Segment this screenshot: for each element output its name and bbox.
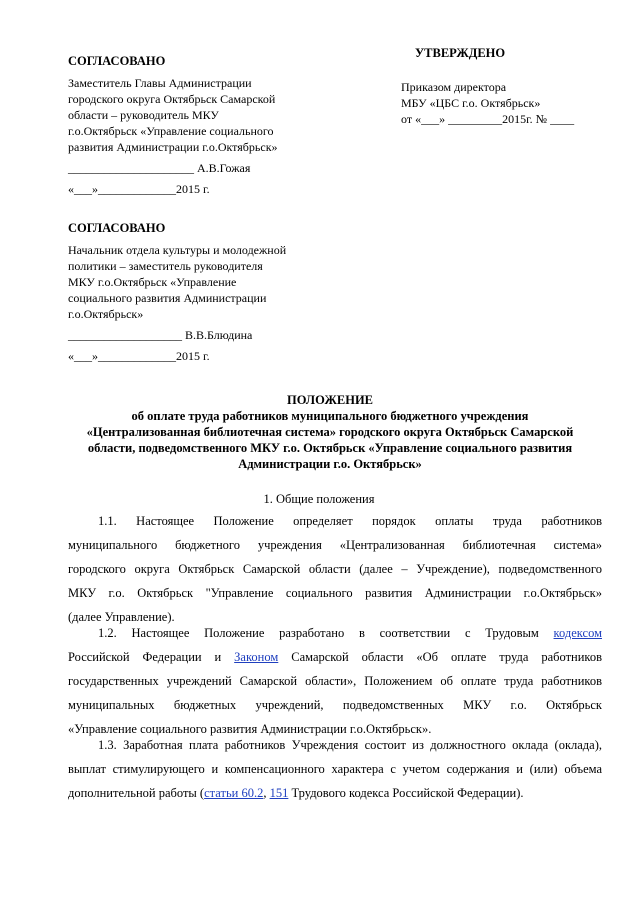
title-line: области, подведомственного МКУ г.о. Октябрьск «Управление социального развития [87,441,573,455]
paragraph-line [98,626,602,646]
approved-text-line: от «___» _________2015г. № ____ [401,112,575,126]
title-line: «Централизованная библиотечная система» городского округа Октябрьск Самарской [86,425,574,439]
paragraph-line: 1.1. Настоящее Положение определяет порядок оплаты труда работников [98,514,602,528]
paragraph-text: Трудового кодекса Российской Федерации). [288,786,524,800]
title-line: об оплате труда работников муниципального бюджетного учреждения [131,409,529,423]
approved-text-line: Приказом директора [401,80,507,94]
signature-line: ___________________ В.В.Блюдина [68,328,253,342]
law-link[interactable]: Законом [234,650,279,664]
approval-text-line: г.о.Октябрьск «Управление социального [68,124,274,138]
paragraph-line: (далее Управление). [68,610,175,624]
signature-line: _____________________ А.В.Гожая [68,161,251,175]
paragraph-text: , [263,786,270,800]
article-60-2-link[interactable]: статьи 60.2 [204,786,264,800]
approval-text-line: Заместитель Главы Администрации [68,76,252,90]
paragraph-line: государственных учреждений Самарской области», Положением об оплате труда работников [68,674,602,688]
title-line: Администрации г.о. Октябрьск» [238,457,422,471]
paragraph-line: городского округа Октябрьск Самарской области (далее – Учреждение), подведомственного [68,562,602,576]
paragraph-line: «Управление социального развития Администрации г.о.Октябрьск». [68,722,432,736]
section-heading: 1. Общие положения [263,492,375,506]
approval-block-1 [68,53,328,197]
date-line: «___»_____________2015 г. [68,349,210,363]
paragraph-text: дополнительной работы ( [68,786,205,800]
paragraph-text: Самарской области «Об оплате труда работников [278,650,602,664]
paragraph-line [68,786,602,806]
approval-text-line: области – руководитель МКУ [68,108,219,122]
paragraph-text: 1.2. Настоящее Положение разработано в соответствии с Трудовым [98,626,554,640]
article-151-link[interactable]: 151 [269,786,289,800]
paragraph-text: Российской Федерации и [68,650,235,664]
approval-block-2 [68,220,328,364]
document-title [60,392,600,472]
approval-text-line: городского округа Октябрьск Самарской [68,92,276,106]
approved-block [401,45,621,127]
approval-heading: СОГЛАСОВАНО [68,221,166,235]
paragraph-line [68,650,602,670]
codex-link[interactable]: кодексом [553,626,602,640]
approval-heading: СОГЛАСОВАНО [68,54,166,68]
paragraph-line: выплат стимулирующего и компенсационного характера с учетом содержания и (или) объема [68,762,602,776]
approval-text-line: социального развития Администрации [68,291,267,305]
paragraph-line: муниципального бюджетного учреждения «Централизованная библиотечная система» [68,538,602,552]
paragraph-line: МКУ г.о. Октябрьск "Управление социального развития Администрации г.о.Октябрьск» [68,586,602,600]
approved-text-line: МБУ «ЦБС г.о. Октябрьск» [401,96,541,110]
title-line: ПОЛОЖЕНИЕ [286,393,374,407]
date-line: «___»_____________2015 г. [68,182,210,196]
approval-text-line: развития Администрации г.о.Октябрьск» [68,140,278,154]
approval-text-line: МКУ г.о.Октябрьск «Управление [68,275,237,289]
paragraph-line: 1.3. Заработная плата работников Учреждения состоит из должностного оклада (оклада), [98,738,602,752]
approved-heading: УТВЕРЖДЕНО [415,46,506,60]
approval-text-line: г.о.Октябрьск» [68,307,144,321]
approval-text-line: Начальник отдела культуры и молодежной [68,243,287,257]
paragraph-line: муниципальных бюджетных учреждений, подведомственных МКУ г.о. Октябрьск [68,698,602,712]
approval-text-line: политики – заместитель руководителя [68,259,263,273]
